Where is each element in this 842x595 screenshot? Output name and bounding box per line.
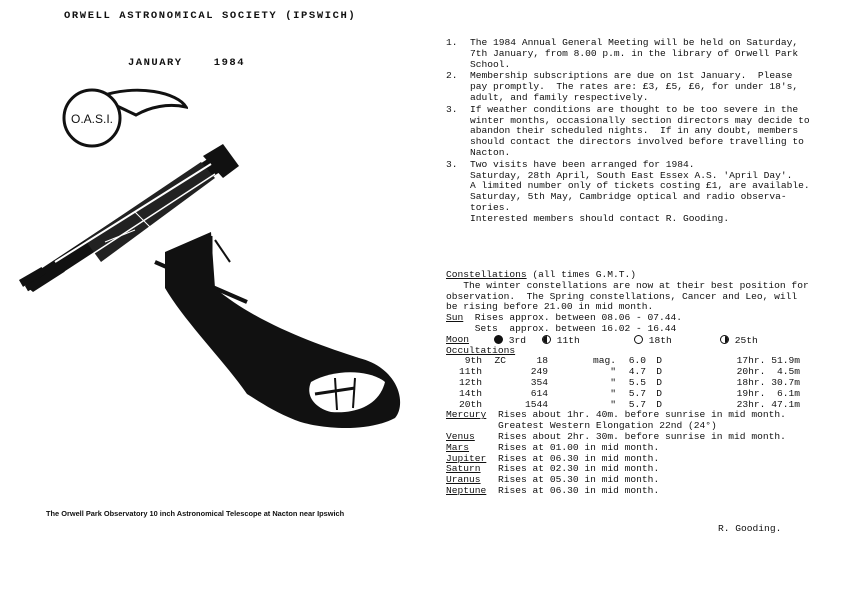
moon-phase-day: 25th bbox=[734, 334, 758, 346]
constellations-text: observation. The Spring constellations, Cancer and Leo, will bbox=[446, 290, 798, 302]
planet-text: Rises at 06.30 in mid month. bbox=[498, 452, 660, 464]
occultation-time: 19hr. 6.1m bbox=[736, 387, 800, 399]
notice-number: 3. bbox=[446, 158, 458, 170]
occultation-mag: 5.7 bbox=[628, 387, 646, 399]
occultation-star: 354 bbox=[530, 376, 548, 388]
planet-name: Jupiter bbox=[446, 452, 487, 464]
planet-row bbox=[446, 486, 826, 497]
telescope-caption: The Orwell Park Observatory 10 inch Astronomical Telescope at Nacton near Ipswich bbox=[46, 509, 345, 518]
occultation-event: D bbox=[656, 355, 662, 367]
occultation-mag-label: " bbox=[610, 376, 616, 388]
planet-text: Rises at 02.30 in mid month. bbox=[498, 463, 660, 475]
constellations-note: (all times G.M.T.) bbox=[526, 269, 636, 280]
occultation-zc bbox=[482, 378, 506, 389]
society-title: ORWELL ASTRONOMICAL SOCIETY (IPSWICH) bbox=[64, 10, 357, 22]
occultation-zc bbox=[482, 389, 506, 400]
planets-list bbox=[446, 410, 826, 496]
notice-line: Saturday, 5th May, Cambridge optical and radio observa- bbox=[470, 191, 787, 203]
notice-line: Nacton. bbox=[470, 146, 511, 158]
logo-text: O.A.S.I. bbox=[70, 112, 114, 126]
planet-text: Rises about 1hr. 40m. before sunrise in mid month. bbox=[498, 409, 786, 421]
occultation-date: 11th bbox=[458, 366, 482, 378]
occultation-date: 14th bbox=[458, 387, 482, 399]
table-row bbox=[446, 389, 826, 400]
notice-line: Two visits have been arranged for 1984. bbox=[470, 158, 695, 170]
notice-line: A limited number only of tickets costing £1, are available. bbox=[470, 180, 810, 192]
notice-number: 2. bbox=[446, 70, 458, 82]
occultation-zc: ZC bbox=[494, 355, 506, 367]
occultation-time: 20hr. 4.5m bbox=[736, 366, 800, 378]
planet-name: Mars bbox=[446, 441, 470, 453]
occultation-star: 614 bbox=[530, 387, 548, 399]
last-quarter-icon bbox=[720, 335, 729, 344]
planet-text: Rises at 05.30 in mid month. bbox=[498, 474, 660, 486]
occultation-mag: 5.5 bbox=[628, 376, 646, 388]
occultation-date: 12th bbox=[458, 376, 482, 388]
notice-number: 1. bbox=[446, 37, 458, 48]
occultation-mag: 5.7 bbox=[628, 398, 646, 410]
constellations-text: be rising before 21.00 in mid month. bbox=[446, 301, 654, 313]
occultation-mag-label: " bbox=[610, 366, 616, 378]
occultation-event: D bbox=[656, 387, 662, 399]
planet-name: Venus bbox=[446, 430, 475, 442]
notice-line: abandon their scheduled nights. If in any doubt, members bbox=[470, 125, 799, 137]
planet-text: Rises at 06.30 in mid month. bbox=[498, 484, 660, 496]
occultation-star: 18 bbox=[536, 355, 548, 367]
new-moon-icon bbox=[494, 335, 503, 344]
full-moon-icon bbox=[634, 335, 643, 344]
notice-line: School. bbox=[470, 58, 511, 70]
occultation-mag-label: " bbox=[610, 398, 616, 410]
planet-extra: Greatest Western Elongation 22nd (24°) bbox=[498, 420, 717, 432]
planet-text: Rises at 01.00 in mid month. bbox=[498, 441, 660, 453]
planet-name: Mercury bbox=[446, 409, 487, 421]
occultation-event: D bbox=[656, 398, 662, 410]
planet-text: Rises about 2hr. 30m. before sunrise in mid month. bbox=[498, 430, 786, 442]
notice-item bbox=[446, 71, 826, 103]
astronomy-section bbox=[446, 270, 826, 497]
notice-item bbox=[446, 105, 826, 159]
notice-item bbox=[446, 38, 826, 70]
planet-name: Saturn bbox=[446, 463, 481, 475]
occultation-mag-label: " bbox=[610, 387, 616, 399]
planet-name: Neptune bbox=[446, 484, 487, 496]
notice-number: 3. bbox=[446, 103, 458, 115]
sun-label: Sun bbox=[446, 312, 464, 324]
occultation-time: 23hr. 47.1m bbox=[736, 398, 800, 410]
planet-row bbox=[446, 443, 826, 454]
occultation-star: 249 bbox=[530, 366, 548, 378]
notices-list bbox=[446, 38, 826, 226]
first-quarter-icon bbox=[542, 335, 551, 344]
occultation-date: 9th bbox=[464, 355, 482, 367]
notice-line: tories. bbox=[470, 201, 511, 213]
notice-line: The 1984 Annual General Meeting will be held on Saturday, bbox=[470, 37, 799, 48]
sun-sets: Sets approx. between 16.02 - 16.44 bbox=[446, 322, 677, 334]
occultation-time: 17hr. 51.9m bbox=[736, 355, 800, 367]
telescope-illustration bbox=[15, 112, 435, 437]
notice-line: Membership subscriptions are due on 1st January. Please bbox=[470, 70, 793, 82]
moon-phase-day: 3rd bbox=[508, 334, 527, 346]
constellations-heading: Constellations bbox=[446, 269, 527, 280]
occultations-heading: Occultations bbox=[446, 344, 516, 356]
notice-line: adult, and family respectively. bbox=[470, 91, 649, 103]
moon-phase-day: 11th bbox=[556, 334, 580, 346]
notice-line: pay promptly. The rates are: £3, £5, £6, for under 18's, bbox=[470, 81, 799, 93]
notice-line: Interested members should contact R. Gooding. bbox=[470, 212, 730, 224]
sun-rises: Rises approx. between 08.06 - 07.44. bbox=[463, 312, 683, 324]
occultation-star: 1544 bbox=[524, 398, 548, 410]
occultation-mag: 6.0 bbox=[628, 355, 646, 367]
occultations-table bbox=[446, 356, 826, 410]
occultation-zc bbox=[482, 367, 506, 378]
planet-name: Uranus bbox=[446, 474, 481, 486]
notice-line: 7th January, from 8.00 p.m. in the library of Orwell Park bbox=[470, 47, 799, 59]
notice-line: Saturday, 28th April, South East Essex A.S. 'April Day'. bbox=[470, 169, 793, 181]
occultation-date: 20th bbox=[458, 398, 482, 410]
moon-phase-day: 18th bbox=[648, 334, 672, 346]
notice-line: If weather conditions are thought to be too severe in the bbox=[470, 103, 799, 115]
occultation-event: D bbox=[656, 376, 662, 388]
newsletter-date: JANUARY 1984 bbox=[128, 57, 246, 69]
occultation-mag-label: mag. bbox=[592, 355, 616, 367]
notice-item bbox=[446, 160, 826, 225]
moon-label: Moon bbox=[446, 333, 470, 345]
signature: R. Gooding. bbox=[718, 523, 782, 534]
occultation-mag: 4.7 bbox=[628, 366, 646, 378]
occultation-event: D bbox=[656, 366, 662, 378]
notice-line: winter months, occasionally section directors may decide to bbox=[470, 114, 810, 126]
constellations-text: The winter constellations are now at their best position for bbox=[446, 279, 809, 291]
notice-line: should contact the directors involved before travelling to bbox=[470, 136, 804, 148]
occultation-time: 18hr. 30.7m bbox=[736, 376, 800, 388]
